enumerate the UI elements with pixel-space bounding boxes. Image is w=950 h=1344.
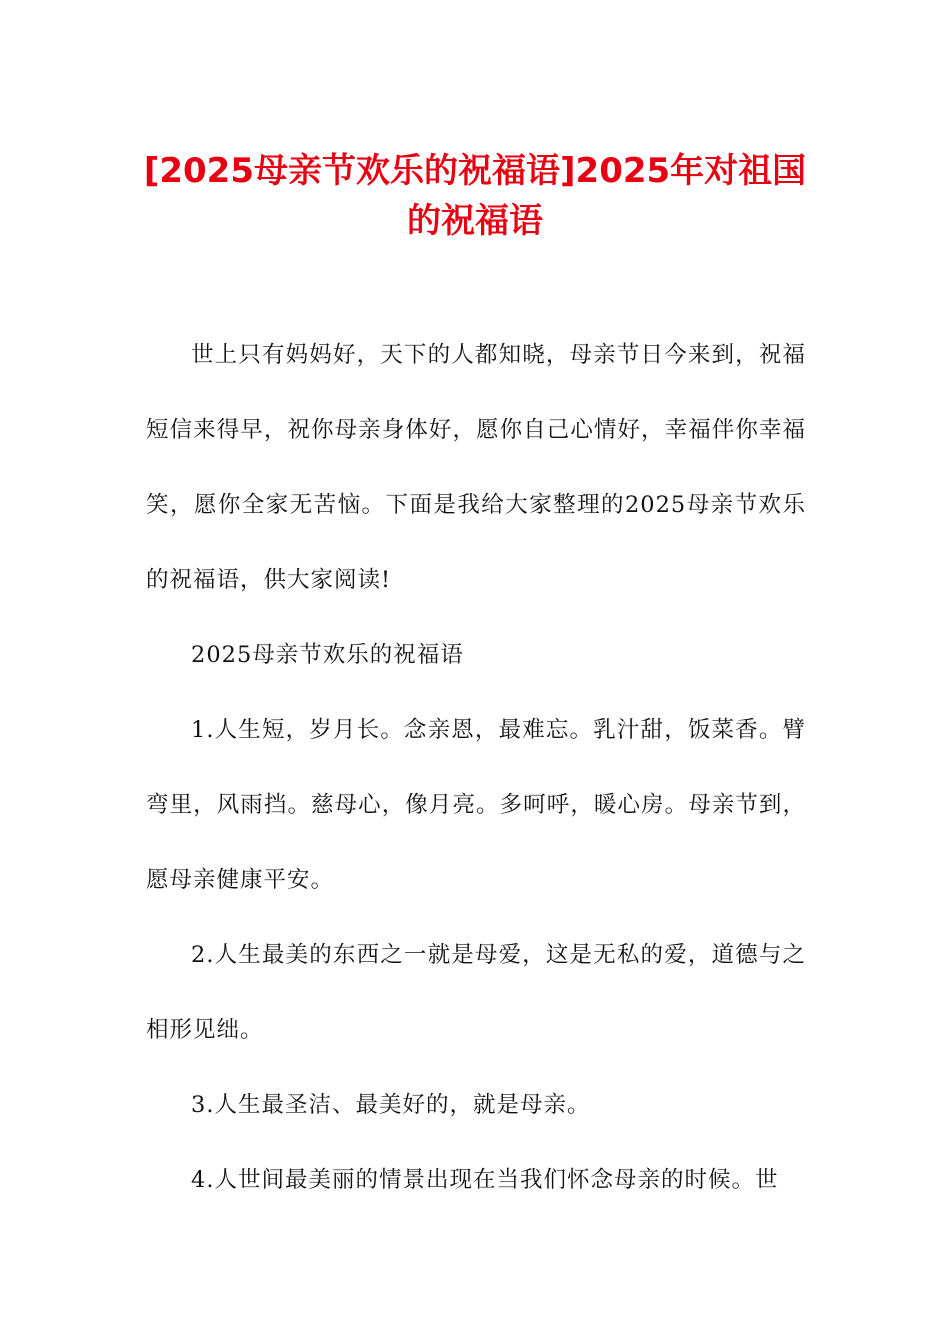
blessing-item-4: 4.人世间最美丽的情景出现在当我们怀念母亲的时候。世 — [191, 1167, 779, 1193]
intro-paragraph: 世上只有妈妈好，天下的人都知晓，母亲节日今来到，祝福短信来得早，祝你母亲身体好，愿你自己心情好，幸福伴你幸福笑，愿你全家无苦恼。下面是我给大家整理的2025母亲节欢乐的祝福语，供大家阅读! — [146, 342, 806, 593]
blessing-item-1: 1.人生短，岁月长。念亲恩，最难忘。乳汁甜，饭菜香。臂弯里，风雨挡。慈母心，像月亮。多呵呼，暖心房。母亲节到，愿母亲健康平安。 — [146, 717, 806, 893]
document-body — [146, 318, 806, 1218]
document-title: [2025母亲节欢乐的祝福语]2025年对祖国的祝福语 — [143, 151, 807, 241]
blessing-item-3: 3.人生最圣洁、最美好的，就是母亲。 — [191, 1092, 591, 1118]
section-heading: 2025母亲节欢乐的祝福语 — [191, 642, 464, 668]
blessing-item-2: 2.人生最美的东西之一就是母爱，这是无私的爱，道德与之相形见绌。 — [146, 942, 806, 1043]
